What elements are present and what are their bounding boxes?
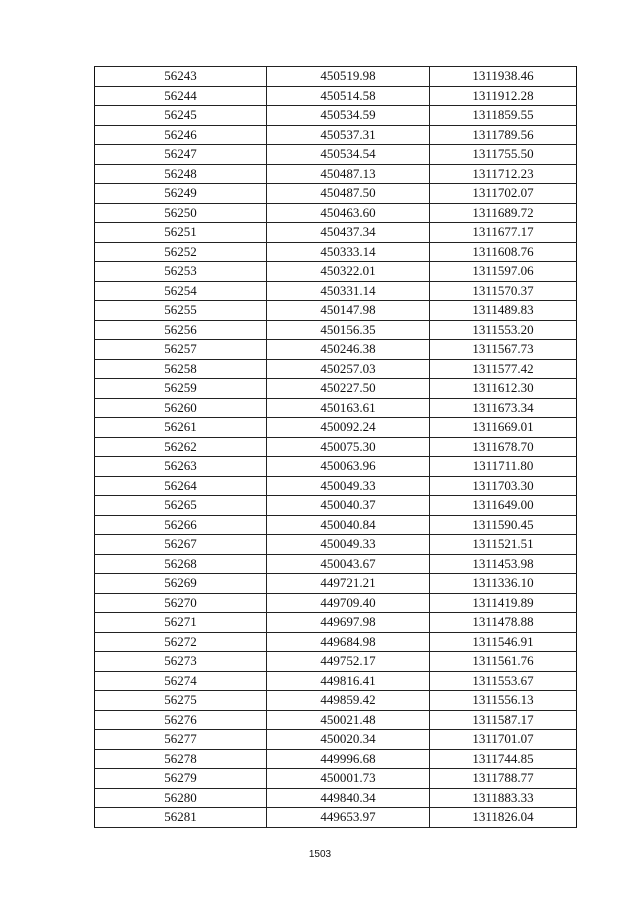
x-coordinate-cell: 450514.58 xyxy=(267,86,430,106)
table-row xyxy=(95,593,577,613)
y-coordinate-cell: 1311678.70 xyxy=(430,437,577,457)
point-id-cell: 56266 xyxy=(95,515,267,535)
point-id-cell: 56264 xyxy=(95,476,267,496)
table-row xyxy=(95,691,577,711)
point-id-cell: 56258 xyxy=(95,359,267,379)
table-row xyxy=(95,535,577,555)
table-row xyxy=(95,164,577,184)
point-id-cell: 56262 xyxy=(95,437,267,457)
point-id-cell: 56245 xyxy=(95,106,267,126)
table-row xyxy=(95,418,577,438)
point-id-cell: 56253 xyxy=(95,262,267,282)
x-coordinate-cell: 450331.14 xyxy=(267,281,430,301)
table-row xyxy=(95,145,577,165)
point-id-cell: 56248 xyxy=(95,164,267,184)
y-coordinate-cell: 1311677.17 xyxy=(430,223,577,243)
y-coordinate-cell: 1311789.56 xyxy=(430,125,577,145)
x-coordinate-cell: 449709.40 xyxy=(267,593,430,613)
x-coordinate-cell: 450156.35 xyxy=(267,320,430,340)
y-coordinate-cell: 1311912.28 xyxy=(430,86,577,106)
x-coordinate-cell: 450147.98 xyxy=(267,301,430,321)
point-id-cell: 56280 xyxy=(95,788,267,808)
x-coordinate-cell: 449816.41 xyxy=(267,671,430,691)
point-id-cell: 56251 xyxy=(95,223,267,243)
y-coordinate-cell: 1311612.30 xyxy=(430,379,577,399)
table-row xyxy=(95,652,577,672)
table-row xyxy=(95,749,577,769)
x-coordinate-cell: 450463.60 xyxy=(267,203,430,223)
point-id-cell: 56276 xyxy=(95,710,267,730)
table-row xyxy=(95,203,577,223)
table-row xyxy=(95,340,577,360)
point-id-cell: 56255 xyxy=(95,301,267,321)
table-body xyxy=(95,67,577,828)
y-coordinate-cell: 1311597.06 xyxy=(430,262,577,282)
y-coordinate-cell: 1311712.23 xyxy=(430,164,577,184)
table-row xyxy=(95,184,577,204)
y-coordinate-cell: 1311521.51 xyxy=(430,535,577,555)
x-coordinate-cell: 450519.98 xyxy=(267,67,430,87)
point-id-cell: 56271 xyxy=(95,613,267,633)
y-coordinate-cell: 1311590.45 xyxy=(430,515,577,535)
y-coordinate-cell: 1311553.67 xyxy=(430,671,577,691)
y-coordinate-cell: 1311546.91 xyxy=(430,632,577,652)
x-coordinate-cell: 450049.33 xyxy=(267,535,430,555)
y-coordinate-cell: 1311561.76 xyxy=(430,652,577,672)
coordinates-table xyxy=(94,66,577,828)
y-coordinate-cell: 1311419.89 xyxy=(430,593,577,613)
point-id-cell: 56260 xyxy=(95,398,267,418)
table-row xyxy=(95,281,577,301)
table-row xyxy=(95,379,577,399)
y-coordinate-cell: 1311703.30 xyxy=(430,476,577,496)
x-coordinate-cell: 450040.84 xyxy=(267,515,430,535)
x-coordinate-cell: 450063.96 xyxy=(267,457,430,477)
y-coordinate-cell: 1311577.42 xyxy=(430,359,577,379)
table-row xyxy=(95,301,577,321)
point-id-cell: 56268 xyxy=(95,554,267,574)
x-coordinate-cell: 450092.24 xyxy=(267,418,430,438)
x-coordinate-cell: 450487.50 xyxy=(267,184,430,204)
x-coordinate-cell: 450020.34 xyxy=(267,730,430,750)
table-row xyxy=(95,476,577,496)
x-coordinate-cell: 450163.61 xyxy=(267,398,430,418)
point-id-cell: 56259 xyxy=(95,379,267,399)
page-number: 1503 xyxy=(308,849,332,860)
table-row xyxy=(95,613,577,633)
x-coordinate-cell: 449684.98 xyxy=(267,632,430,652)
point-id-cell: 56256 xyxy=(95,320,267,340)
point-id-cell: 56247 xyxy=(95,145,267,165)
x-coordinate-cell: 450437.34 xyxy=(267,223,430,243)
y-coordinate-cell: 1311608.76 xyxy=(430,242,577,262)
table-row xyxy=(95,437,577,457)
x-coordinate-cell: 449996.68 xyxy=(267,749,430,769)
x-coordinate-cell: 450075.30 xyxy=(267,437,430,457)
point-id-cell: 56250 xyxy=(95,203,267,223)
table-row xyxy=(95,769,577,789)
x-coordinate-cell: 449840.34 xyxy=(267,788,430,808)
table-row xyxy=(95,398,577,418)
table-row xyxy=(95,730,577,750)
table-row xyxy=(95,67,577,87)
y-coordinate-cell: 1311489.83 xyxy=(430,301,577,321)
table-row xyxy=(95,554,577,574)
y-coordinate-cell: 1311701.07 xyxy=(430,730,577,750)
y-coordinate-cell: 1311478.88 xyxy=(430,613,577,633)
point-id-cell: 56274 xyxy=(95,671,267,691)
y-coordinate-cell: 1311553.20 xyxy=(430,320,577,340)
y-coordinate-cell: 1311673.34 xyxy=(430,398,577,418)
x-coordinate-cell: 449752.17 xyxy=(267,652,430,672)
table-row xyxy=(95,242,577,262)
y-coordinate-cell: 1311669.01 xyxy=(430,418,577,438)
y-coordinate-cell: 1311938.46 xyxy=(430,67,577,87)
y-coordinate-cell: 1311826.04 xyxy=(430,808,577,828)
x-coordinate-cell: 450049.33 xyxy=(267,476,430,496)
table-row xyxy=(95,788,577,808)
x-coordinate-cell: 449721.21 xyxy=(267,574,430,594)
x-coordinate-cell: 450537.31 xyxy=(267,125,430,145)
x-coordinate-cell: 450333.14 xyxy=(267,242,430,262)
x-coordinate-cell: 450534.59 xyxy=(267,106,430,126)
point-id-cell: 56270 xyxy=(95,593,267,613)
table-row xyxy=(95,671,577,691)
table-row xyxy=(95,223,577,243)
x-coordinate-cell: 450257.03 xyxy=(267,359,430,379)
point-id-cell: 56272 xyxy=(95,632,267,652)
y-coordinate-cell: 1311556.13 xyxy=(430,691,577,711)
point-id-cell: 56279 xyxy=(95,769,267,789)
y-coordinate-cell: 1311649.00 xyxy=(430,496,577,516)
point-id-cell: 56246 xyxy=(95,125,267,145)
x-coordinate-cell: 450487.13 xyxy=(267,164,430,184)
x-coordinate-cell: 449697.98 xyxy=(267,613,430,633)
table-row xyxy=(95,320,577,340)
y-coordinate-cell: 1311567.73 xyxy=(430,340,577,360)
point-id-cell: 56281 xyxy=(95,808,267,828)
x-coordinate-cell: 450322.01 xyxy=(267,262,430,282)
point-id-cell: 56278 xyxy=(95,749,267,769)
point-id-cell: 56261 xyxy=(95,418,267,438)
table-row xyxy=(95,515,577,535)
y-coordinate-cell: 1311570.37 xyxy=(430,281,577,301)
x-coordinate-cell: 450040.37 xyxy=(267,496,430,516)
point-id-cell: 56277 xyxy=(95,730,267,750)
point-id-cell: 56257 xyxy=(95,340,267,360)
y-coordinate-cell: 1311689.72 xyxy=(430,203,577,223)
y-coordinate-cell: 1311702.07 xyxy=(430,184,577,204)
table-row xyxy=(95,457,577,477)
y-coordinate-cell: 1311336.10 xyxy=(430,574,577,594)
y-coordinate-cell: 1311755.50 xyxy=(430,145,577,165)
point-id-cell: 56244 xyxy=(95,86,267,106)
point-id-cell: 56252 xyxy=(95,242,267,262)
x-coordinate-cell: 450246.38 xyxy=(267,340,430,360)
table-row xyxy=(95,808,577,828)
point-id-cell: 56267 xyxy=(95,535,267,555)
table-row xyxy=(95,710,577,730)
x-coordinate-cell: 449859.42 xyxy=(267,691,430,711)
table-row xyxy=(95,359,577,379)
y-coordinate-cell: 1311587.17 xyxy=(430,710,577,730)
x-coordinate-cell: 450227.50 xyxy=(267,379,430,399)
table-row xyxy=(95,125,577,145)
table-row xyxy=(95,106,577,126)
point-id-cell: 56243 xyxy=(95,67,267,87)
point-id-cell: 56263 xyxy=(95,457,267,477)
table-row xyxy=(95,574,577,594)
y-coordinate-cell: 1311744.85 xyxy=(430,749,577,769)
x-coordinate-cell: 449653.97 xyxy=(267,808,430,828)
x-coordinate-cell: 450043.67 xyxy=(267,554,430,574)
table-row xyxy=(95,86,577,106)
point-id-cell: 56249 xyxy=(95,184,267,204)
table-row xyxy=(95,632,577,652)
table-row xyxy=(95,262,577,282)
x-coordinate-cell: 450021.48 xyxy=(267,710,430,730)
y-coordinate-cell: 1311883.33 xyxy=(430,788,577,808)
y-coordinate-cell: 1311711.80 xyxy=(430,457,577,477)
y-coordinate-cell: 1311788.77 xyxy=(430,769,577,789)
point-id-cell: 56269 xyxy=(95,574,267,594)
point-id-cell: 56254 xyxy=(95,281,267,301)
table-row xyxy=(95,496,577,516)
point-id-cell: 56265 xyxy=(95,496,267,516)
point-id-cell: 56273 xyxy=(95,652,267,672)
y-coordinate-cell: 1311453.98 xyxy=(430,554,577,574)
x-coordinate-cell: 450001.73 xyxy=(267,769,430,789)
x-coordinate-cell: 450534.54 xyxy=(267,145,430,165)
point-id-cell: 56275 xyxy=(95,691,267,711)
y-coordinate-cell: 1311859.55 xyxy=(430,106,577,126)
